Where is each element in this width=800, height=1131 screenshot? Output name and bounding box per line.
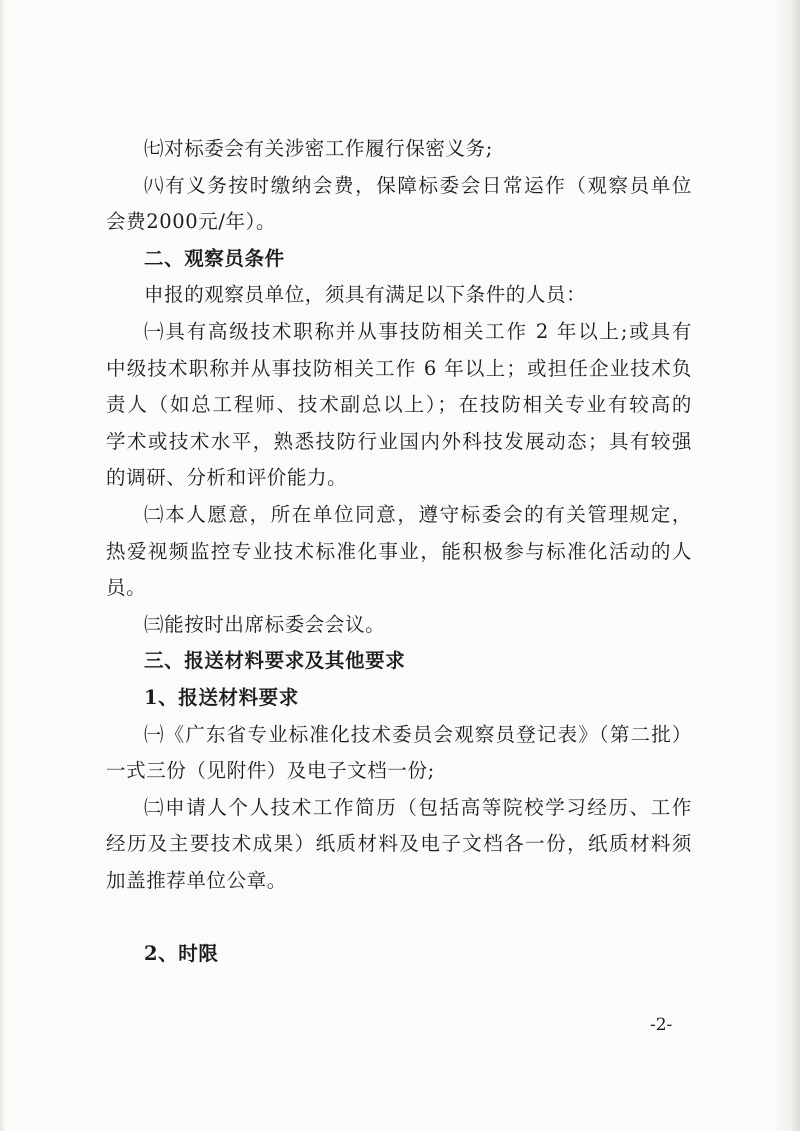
paragraph-line: 责人（如总工程师、技术副总以上）；在技防相关专业有较高的 — [106, 393, 692, 417]
paragraph-line: ㈠《广东省专业标准化技术委员会观察员登记表》（第二批） — [144, 722, 692, 746]
paragraph-line: 中级技术职称并从事技防相关工作 6 年以上；或担任企业技术负 — [106, 356, 692, 380]
paragraph-line: ㈦对标委会有关涉密工作履行保密义务; — [144, 137, 493, 160]
subsection-heading: 2、时限 — [144, 942, 219, 966]
paragraph-line: 热爱视频监控专业技术标准化事业，能积极参与标准化活动的人 — [106, 539, 692, 563]
paragraph-line: 经历及主要技术成果）纸质材料及电子文档各一份，纸质材料须 — [106, 832, 692, 856]
paragraph-line: 一式三份（见附件）及电子文档一份; — [106, 759, 435, 783]
subsection-heading: 1、报送材料要求 — [144, 685, 299, 709]
paragraph-line: ㈧有义务按时缴纳会费，保障标委会日常运作（观察员单位 — [144, 173, 692, 197]
paragraph-line: ㈡本人愿意，所在单位同意，遵守标委会的有关管理规定， — [144, 502, 692, 526]
paragraph-line: 会费2000元/年）。 — [106, 210, 277, 234]
page-number: -2- — [650, 1015, 673, 1035]
paragraph-line: 申报的观察员单位，须具有满足以下条件的人员： — [144, 283, 587, 307]
scan-edge-right — [774, 0, 800, 1131]
paragraph-line: ㈢能按时出席标委会会议。 — [144, 612, 386, 636]
section-heading: 二、观察员条件 — [144, 246, 285, 270]
paragraph-line: 加盖推荐单位公章。 — [106, 868, 287, 892]
paragraph-line: 的调研、分析和评价能力。 — [106, 466, 348, 490]
paragraph-line: 员。 — [106, 576, 147, 600]
paragraph-line: ㈡申请人个人技术工作简历（包括高等院校学习经历、工作 — [144, 795, 692, 819]
scan-edge-left — [0, 0, 6, 1131]
blank-line — [106, 899, 692, 936]
paragraph-line: ㈠具有高级技术职称并从事技防相关工作 2 年以上;或具有 — [144, 319, 692, 343]
section-heading: 三、报送材料要求及其他要求 — [144, 649, 406, 673]
document-body — [106, 131, 692, 973]
paragraph-line: 学术或技术水平，熟悉技防行业国内外科技发展动态；具有较强 — [106, 429, 692, 453]
